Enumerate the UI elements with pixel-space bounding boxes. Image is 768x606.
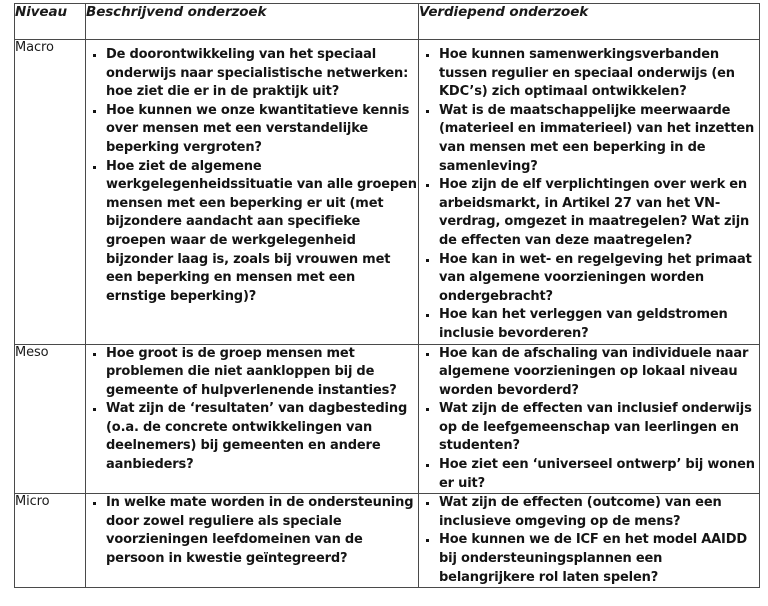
question-item: Hoe kan de afschaling van individuele naar algemene voorzieningen op lokaal niveau worden bevorderd? xyxy=(419,345,759,401)
question-item: De doorontwikkeling van het speciaal onderwijs naar specialistische netwerken: hoe ziet die er in de praktijk uit? xyxy=(86,46,418,102)
question-item: Wat is de maatschappelijke meerwaarde (materieel en immaterieel) van het inzetten van mensen met een beperking in de samenleving? xyxy=(419,102,759,176)
question-item: In welke mate worden in de ondersteuning door zowel reguliere als speciale voorzieningen leefdomeinen van de persoon in kwestie geïntegreerd? xyxy=(86,494,418,568)
question-list xyxy=(86,345,418,475)
table-row xyxy=(15,40,760,345)
question-list xyxy=(86,494,418,568)
column-header-verdiepend-onderzoek: Verdiepend onderzoek xyxy=(419,4,760,40)
table-body xyxy=(15,40,760,588)
question-item: Hoe zijn de elf verplichtingen over werk en arbeidsmarkt, in Artikel 27 van het VN-verdrag, omgezet in maatregelen? Wat zijn de effecten van deze maatregelen? xyxy=(419,176,759,250)
question-item: Hoe groot is de groep mensen met problemen die niet aankloppen bij de gemeente of hulpverlenende instanties? xyxy=(86,345,418,401)
question-item: Wat zijn de effecten (outcome) van een inclusieve omgeving op de mens? xyxy=(419,494,759,531)
question-list xyxy=(419,46,759,344)
cell-micro-beschrijvend xyxy=(86,494,419,588)
question-item: Hoe kan het verleggen van geldstromen inclusie bevorderen? xyxy=(419,306,759,343)
question-item: Hoe ziet de algemene werkgelegenheidssituatie van alle groepen mensen met een beperking er uit (met bijzondere aandacht aan specifieke groepen waar de werkgelegenheid bijzonder laag is, zoals bij vrouwen met een beperking en mensen met een ernstige beperking)? xyxy=(86,158,418,307)
cell-meso-verdiepend xyxy=(419,344,760,494)
question-item: Hoe kan in wet- en regelgeving het primaat van algemene voorzieningen worden ondergebracht? xyxy=(419,251,759,307)
question-item: Wat zijn de ‘resultaten’ van dagbesteding (o.a. de concrete ontwikkelingen van deelnemers) bij gemeenten en andere aanbieders? xyxy=(86,400,418,474)
question-item: Hoe ziet een ‘universeel ontwerp’ bij wonen er uit? xyxy=(419,456,759,493)
question-item: Hoe kunnen samenwerkingsverbanden tussen regulier en speciaal onderwijs (en KDC’s) zich optimaal ontwikkelen? xyxy=(419,46,759,102)
question-list xyxy=(86,46,418,306)
row-label-meso: Meso xyxy=(15,344,86,494)
column-header-niveau: Niveau xyxy=(15,4,86,40)
question-item: Hoe kunnen we de ICF en het model AAIDD bij ondersteuningsplannen een belangrijkere rol laten spelen? xyxy=(419,531,759,587)
cell-macro-beschrijvend xyxy=(86,40,419,345)
research-questions-table xyxy=(14,3,760,588)
cell-micro-verdiepend xyxy=(419,494,760,588)
question-item: Hoe kunnen we onze kwantitatieve kennis over mensen met een verstandelijke beperking vergroten? xyxy=(86,102,418,158)
table-row xyxy=(15,494,760,588)
row-label-macro: Macro xyxy=(15,40,86,345)
cell-macro-verdiepend xyxy=(419,40,760,345)
question-item: Wat zijn de effecten van inclusief onderwijs op de leefgemeenschap van leerlingen en studenten? xyxy=(419,400,759,456)
row-label-micro: Micro xyxy=(15,494,86,588)
question-list xyxy=(419,494,759,587)
column-header-beschrijvend-onderzoek: Beschrijvend onderzoek xyxy=(86,4,419,40)
cell-meso-beschrijvend xyxy=(86,344,419,494)
table-row xyxy=(15,344,760,494)
table-header-row xyxy=(15,4,760,40)
table-header xyxy=(15,4,760,40)
question-list xyxy=(419,345,759,494)
